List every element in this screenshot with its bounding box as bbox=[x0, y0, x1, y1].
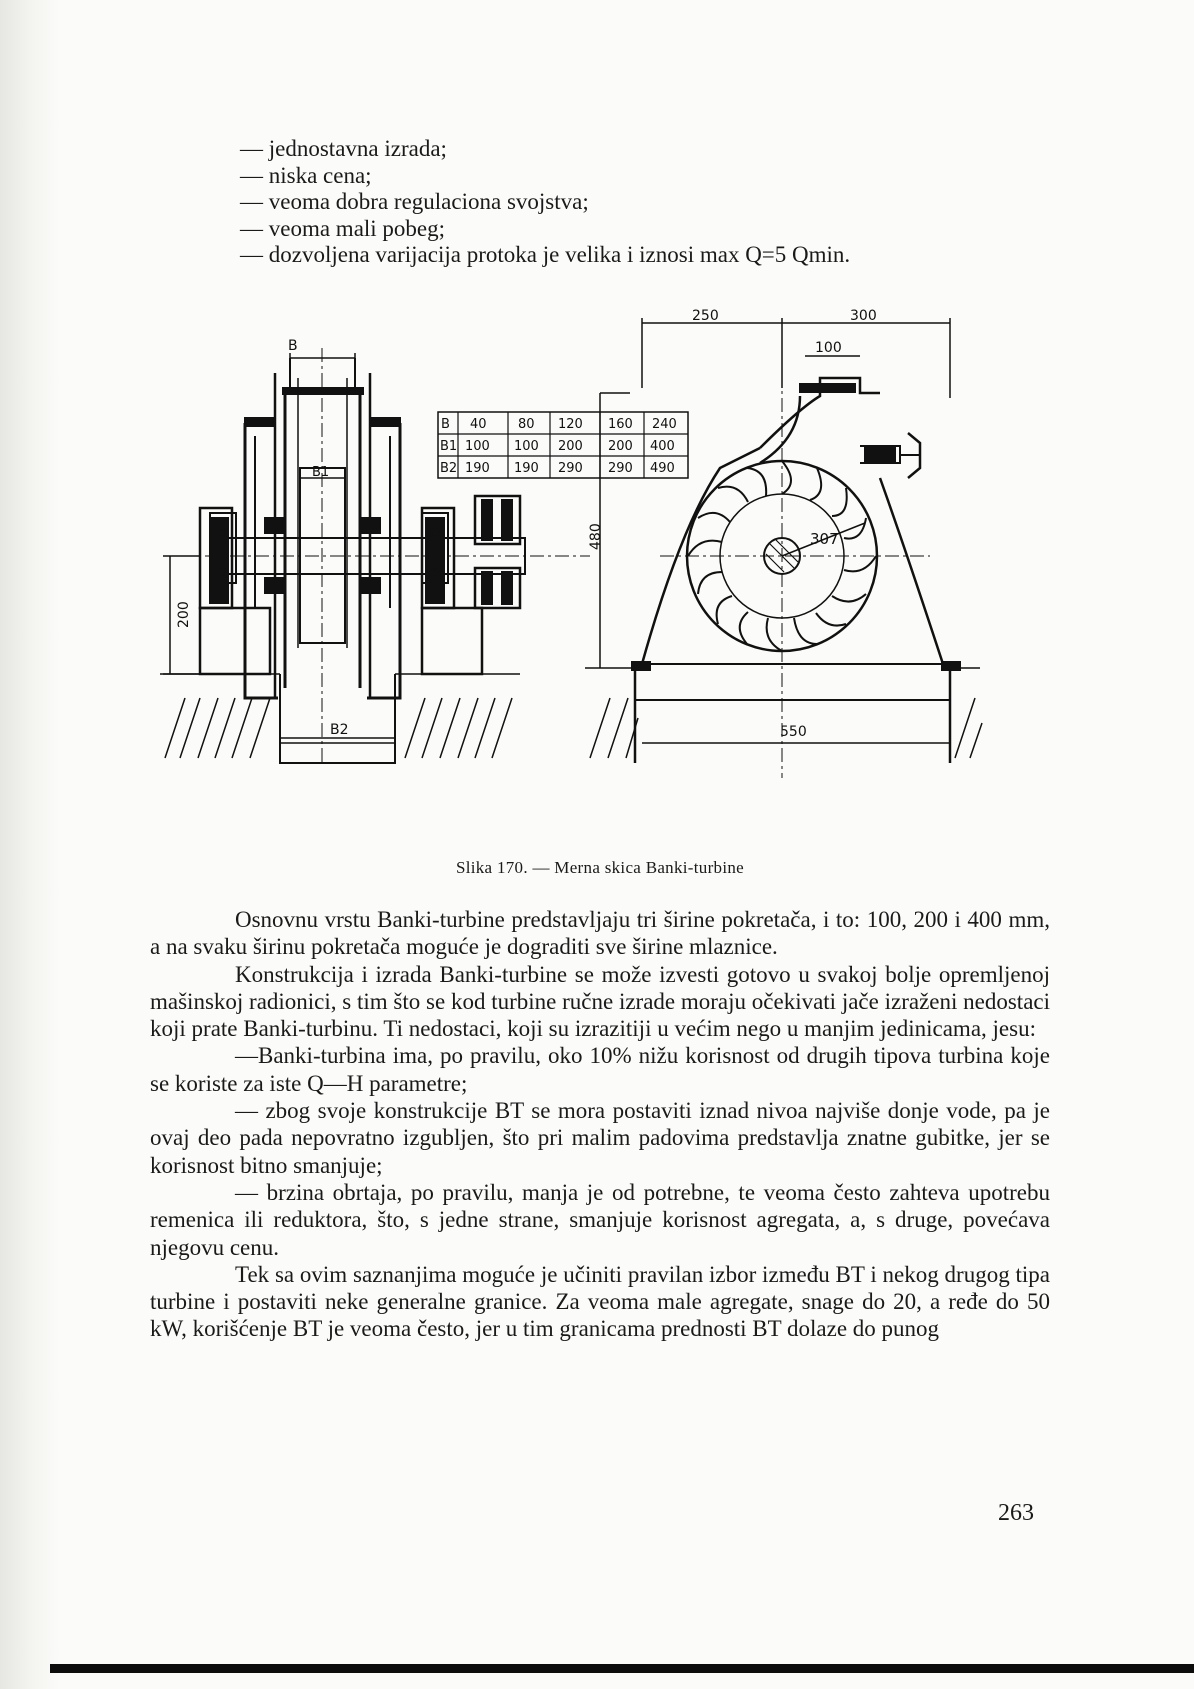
figure-caption: Slika 170. — Merna skica Banki-turbine bbox=[455, 858, 745, 877]
scan-bottom-border bbox=[50, 1664, 1194, 1673]
technical-drawing bbox=[160, 308, 1040, 838]
page-number: 263 bbox=[998, 1500, 1034, 1526]
paragraph: Osnovnu vrstu Banki-turbine predstavljaju tri širine pokretača, i to: 100, 200 i 400 mm, a na svaku širinu pokretača moguće je dograditi sve širine mlaznice. bbox=[150, 907, 1050, 960]
table-cell: 200 bbox=[558, 439, 583, 454]
table-cell: 200 bbox=[608, 439, 633, 454]
table-cell: 120 bbox=[558, 417, 583, 432]
paragraph: — brzina obrtaja, po pravilu, manja je od potrebne, te veoma često zahteva upotrebu remenica ili reduktora, što, s jedne strane, smanjuje korisnost agregata, a, s druge, povećava njegovu cenu. bbox=[150, 1179, 1050, 1260]
list-item: — dozvoljena varijacija protoka je velika i iznosi max Q=5 Qmin. bbox=[240, 242, 851, 267]
side-view bbox=[585, 308, 982, 778]
table-cell: 190 bbox=[465, 461, 490, 476]
banki-turbine-drawing bbox=[160, 308, 1040, 838]
dim-label-200: 200 bbox=[176, 601, 192, 628]
paragraph: Tek sa ovim saznanjima moguće je učiniti pravilan izbor između BT i nekog drugog tipa turbine i postaviti neke generalne granice. Za veoma male agregate, snage do 20, a ređe do 50 kW, korišćenje BT je veoma često, jer u tim granicama prednosti BT dolaze do punog bbox=[150, 1261, 1050, 1342]
table-cell: 100 bbox=[465, 439, 490, 454]
paragraph: — zbog svoje konstrukcije BT se mora postaviti iznad nivoa najviše donje vode, pa je ovaj deo pada nepovratno izgubljen, što pri malim padovima predstavlja znatne gubitke, jer se korisnost bitno smanjuje; bbox=[150, 1098, 1050, 1178]
table-cell: 190 bbox=[514, 461, 539, 476]
list-item: — veoma dobra regulaciona svojstva; bbox=[240, 189, 589, 214]
table-cell: B bbox=[441, 417, 450, 432]
dim-label-300: 300 bbox=[850, 308, 877, 324]
dim-label-B2: B2 bbox=[330, 722, 349, 738]
dim-label-B1: B1 bbox=[312, 465, 330, 480]
table-cell: B2 bbox=[440, 461, 458, 476]
list-item: — niska cena; bbox=[240, 162, 372, 188]
dim-label-307: 307 bbox=[810, 530, 839, 548]
paragraph: —Banki-turbina ima, po pravilu, oko 10% nižu korisnost od drugih tipova turbina koje se koriste za iste Q—H parametre; bbox=[150, 1043, 1050, 1096]
ground-hatch-right bbox=[585, 668, 982, 758]
scan-edge-shadow bbox=[0, 0, 60, 1689]
dim-label-250: 250 bbox=[692, 308, 719, 324]
table-cell: 240 bbox=[652, 417, 677, 432]
list-item: — veoma mali pobeg; bbox=[240, 215, 446, 241]
ground-hatch-left bbox=[160, 674, 520, 758]
table-cell: 290 bbox=[608, 461, 633, 476]
table-cell: 80 bbox=[518, 417, 535, 432]
size-table-values bbox=[440, 417, 677, 476]
body-text bbox=[150, 906, 1050, 1343]
table-cell: 490 bbox=[650, 461, 675, 476]
cross-section-view bbox=[160, 338, 590, 763]
dim-label-480: 480 bbox=[588, 523, 604, 550]
table-cell: B1 bbox=[440, 439, 458, 454]
dim-label-550: 550 bbox=[780, 724, 807, 740]
table-cell: 160 bbox=[608, 417, 633, 432]
dim-label-B: B bbox=[288, 338, 298, 354]
dim-label-100: 100 bbox=[815, 340, 842, 356]
table-cell: 290 bbox=[558, 461, 583, 476]
table-cell: 400 bbox=[650, 439, 675, 454]
paragraph: Konstrukcija i izrada Banki-turbine se može izvesti gotovo u svakoj bolje opremljenoj mašinskoj radionici, s tim što se kod turbine ručne izrade moraju očekivati jače izraženi nedostaci koji prate Banki-turbinu. Ti nedostaci, koji su izrazitiji u većim nego u manjim jedinicama, jesu: bbox=[150, 961, 1050, 1042]
table-cell: 100 bbox=[514, 439, 539, 454]
advantages-list bbox=[240, 136, 850, 269]
table-cell: 40 bbox=[470, 417, 487, 432]
list-item: — jednostavna izrada; bbox=[240, 136, 447, 161]
